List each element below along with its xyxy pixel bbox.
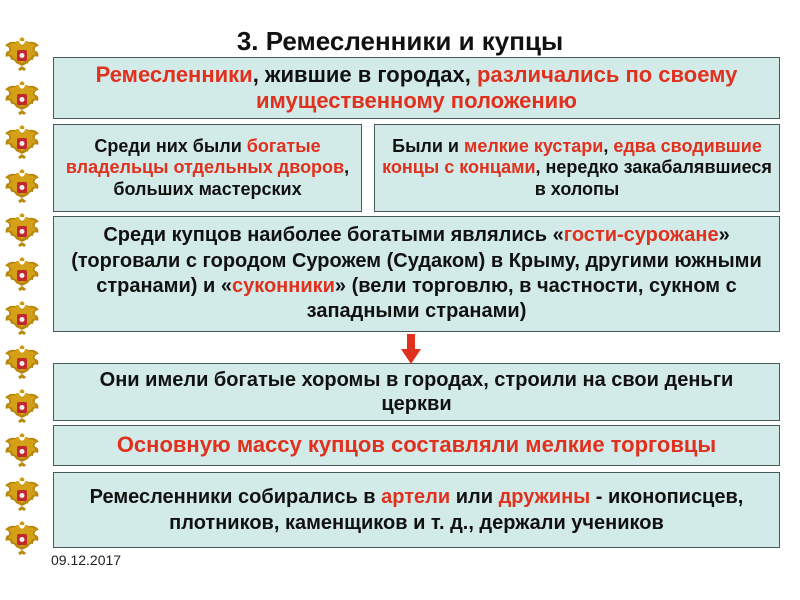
small-traders-box xyxy=(53,425,780,466)
merchant-wealth-box xyxy=(53,363,780,421)
rich-merchants-box xyxy=(53,216,780,332)
coat-of-arms-icon xyxy=(2,124,42,164)
box3-highlight-2: едва сводившие концы с концами xyxy=(382,135,762,178)
box4-text-end: » (вели торговлю, в частности, сукном с западными странами) xyxy=(306,275,737,323)
arrow-down-icon xyxy=(401,334,421,364)
coat-of-arms-icon xyxy=(2,212,42,252)
coat-of-arms-icon xyxy=(2,432,42,472)
box5-text: Они имели богатые хоромы в городах, строили на свои деньги церкви xyxy=(99,369,734,415)
box4-text: Среди купцов наиболее богатыми являлись « xyxy=(103,224,564,247)
poor-craftsmen-box xyxy=(374,124,780,212)
box7-text-end: - иконописцев, плотников, каменщиков и т. д., держали учеников xyxy=(169,486,744,534)
box2-text-end: , больших мастерских xyxy=(113,157,350,199)
coat-of-arms-icon xyxy=(2,520,42,560)
slide-date: 09.12.2017 xyxy=(51,552,122,568)
sukonniki-term: суконники xyxy=(231,275,335,297)
box3-text-end: , нередко закабалявшиеся в холопы xyxy=(534,157,772,199)
coat-of-arms-icon xyxy=(2,300,42,340)
box2-highlight: богатые владельцы отдельных дворов xyxy=(65,135,345,178)
box4-text-mid: » (торговали с городом Сурожем (Судаком) в Крыму, другими южными странами) и « xyxy=(71,224,762,297)
box7-text: Ремесленники собирались в xyxy=(89,486,382,508)
coat-of-arms-icon xyxy=(2,256,42,296)
box6-text: Основную массу купцов составляли мелкие торговцы xyxy=(116,432,717,458)
box3-highlight-1: мелкие кустари xyxy=(464,135,604,156)
box3-text: Были и xyxy=(392,135,465,156)
box2-text: Среди них были xyxy=(94,135,247,156)
slide-title: 3. Ремесленники и купцы xyxy=(236,26,564,56)
craftsmen-intro-box xyxy=(53,57,780,119)
box1-highlight: различались по своему имущественному положению xyxy=(256,61,738,113)
rich-craftsmen-box xyxy=(53,124,362,212)
coat-of-arms-icon xyxy=(2,344,42,384)
artels-term: артели xyxy=(381,486,451,508)
box1-text: , жившие в городах, xyxy=(252,61,477,87)
surozhane-term: гости-сурожане xyxy=(563,224,719,247)
box3-comma: , xyxy=(603,135,614,156)
craftsmen-term: Ремесленники xyxy=(95,61,253,87)
coat-of-arms-icon xyxy=(2,168,42,208)
coat-of-arms-icon xyxy=(2,476,42,516)
druzhiny-term: дружины xyxy=(498,486,591,508)
coat-of-arms-icon xyxy=(2,80,42,120)
coat-of-arms-icon xyxy=(2,388,42,428)
artels-box xyxy=(53,472,780,548)
box7-or: или xyxy=(450,486,499,508)
